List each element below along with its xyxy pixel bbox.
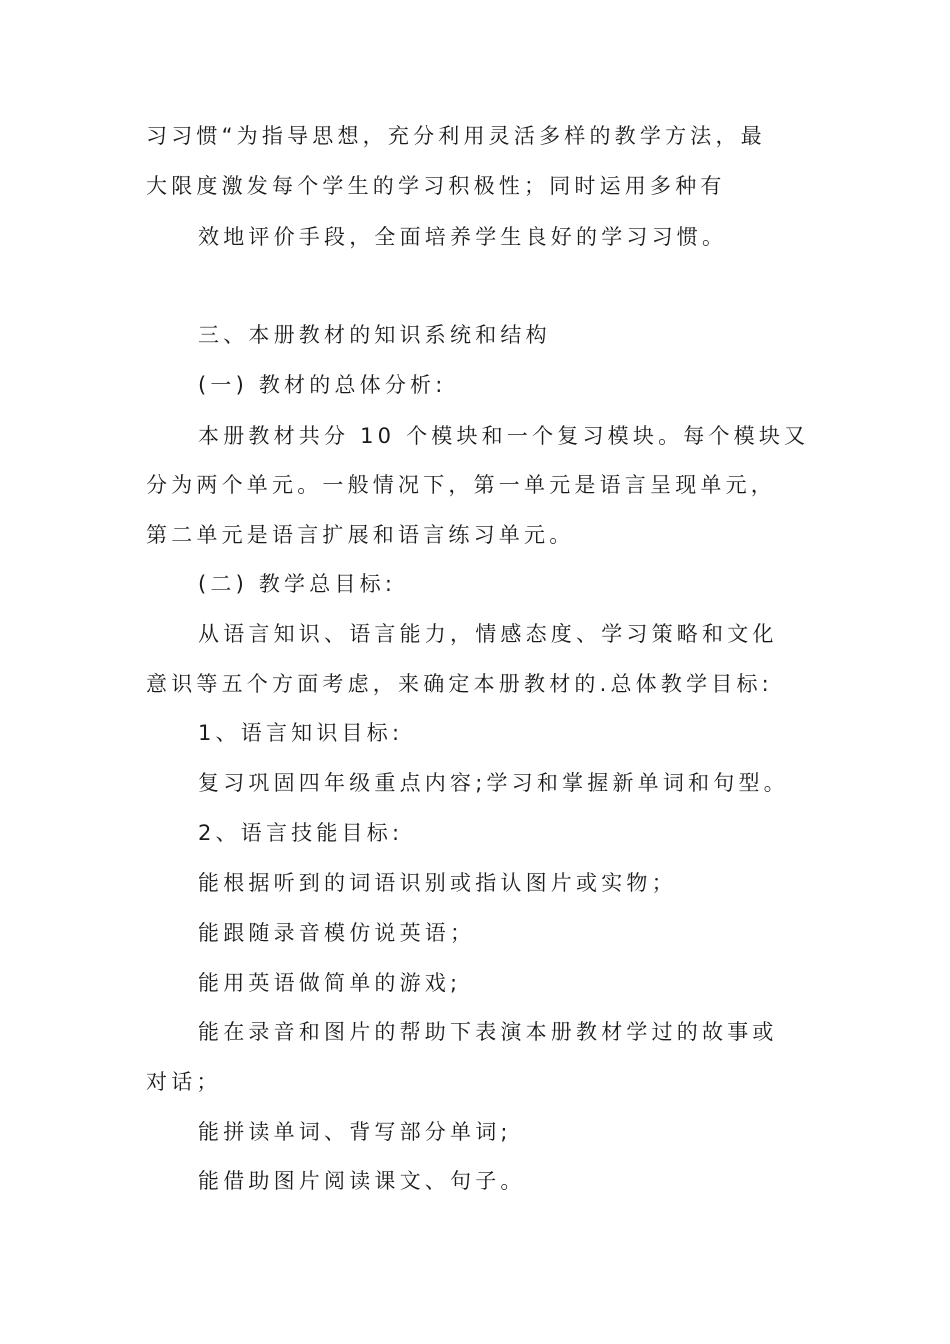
text-line: 习习惯“为指导思想，充分利用灵活多样的教学方法，最 [146, 124, 766, 148]
list-heading: 2、语言技能目标: [198, 821, 404, 845]
list-item: 能在录音和图片的帮助下表演本册教材学过的故事或 [198, 1020, 778, 1044]
text-line: 本册教材共分 10 个模块和一个复习模块。每个模块又 [198, 424, 810, 448]
text-line: 效地评价手段，全面培养学生良好的学习习惯。 [198, 225, 728, 249]
text-line: 复习巩固四年级重点内容;学习和掌握新单词和句型。 [198, 771, 789, 795]
text-line: 第二单元是语言扩展和语言练习单元。 [146, 523, 575, 547]
text-line: 从语言知识、语言能力，情感态度、学习策略和文化 [198, 622, 778, 646]
list-item: 能借助图片阅读课文、句子。 [198, 1169, 526, 1193]
text-line: 大限度激发每个学生的学习积极性；同时运用多种有 [146, 174, 726, 198]
subsection-heading: (一) 教材的总体分析: [198, 373, 447, 397]
list-item: 能用英语做简单的游戏; [198, 971, 462, 995]
subsection-heading: (二) 教学总目标: [198, 572, 397, 596]
section-heading: 三、本册教材的知识系统和结构 [198, 323, 551, 347]
text-line: 分为两个单元。一般情况下，第一单元是语言呈现单元， [146, 473, 776, 497]
list-heading: 1、语言知识目标: [198, 721, 404, 745]
list-item: 对话； [146, 1070, 222, 1094]
list-item: 能拼读单词、背写部分单词; [198, 1120, 512, 1144]
list-item: 能跟随录音模仿说英语； [198, 921, 476, 945]
list-item: 能根据听到的词语识别或指认图片或实物； [198, 871, 677, 895]
text-line: 意识等五个方面考虑，来确定本册教材的.总体教学目标: [146, 672, 773, 696]
